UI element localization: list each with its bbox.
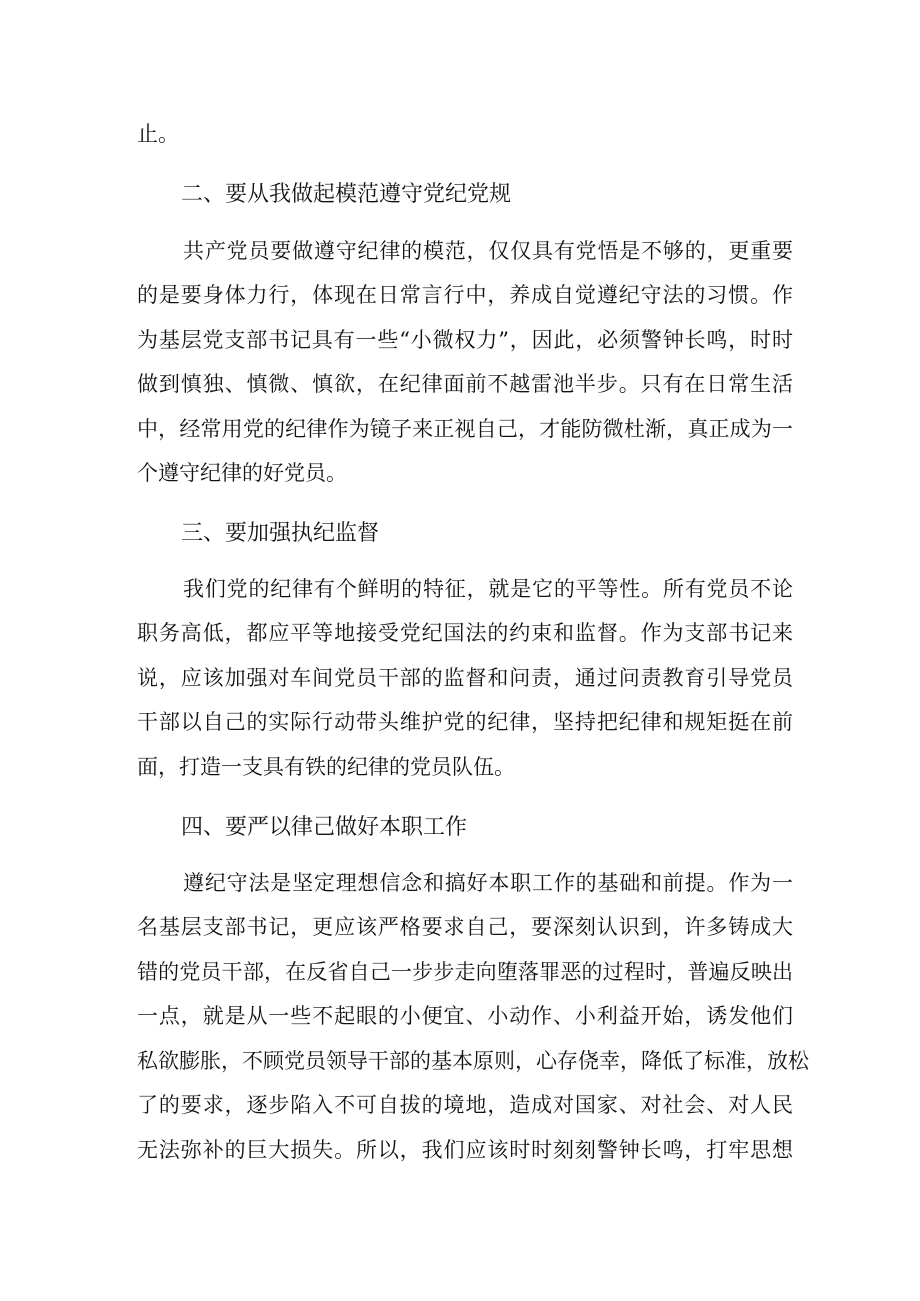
paragraph-line: 面，打造一支具有铁的纪律的党员队伍。 xyxy=(137,755,515,779)
section-heading-2: 二、要从我做起模范遵守党纪党规 xyxy=(181,182,512,207)
paragraph-line: 错的党员干部，在反省自己一步步走向堕落罪恶的过程时，普遍反映出 xyxy=(137,960,793,984)
paragraph-line: 共产党员要做遵守纪律的模范，仅仅具有党悟是不够的，更重要 xyxy=(183,239,793,263)
paragraph-line: 名基层支部书记，更应该严格要求自己，要深刻认识到，许多铸成大 xyxy=(137,915,793,939)
paragraph-line: 我们党的纪律有个鲜明的特征，就是它的平等性。所有党员不论 xyxy=(183,577,793,601)
paragraph-line: 无法弥补的巨大损失。所以，我们应该时时刻刻警钟长鸣，打牢思想 xyxy=(137,1138,793,1162)
section-heading-4: 四、要严以律己做好本职工作 xyxy=(181,815,468,840)
paragraph-line: 遵纪守法是坚定理想信念和搞好本职工作的基础和前提。作为一 xyxy=(183,871,793,895)
paragraph-line: 的是要身体力行，体现在日常言行中，养成自觉遵纪守法的习惯。作 xyxy=(137,283,793,307)
paragraph-line: 个遵守纪律的好党员。 xyxy=(137,461,347,485)
paragraph-line: 私欲膨胀，不顾党员领导干部的基本原则，心存侥幸，降低了标准，放松 xyxy=(137,1049,809,1073)
paragraph-line: 一点，就是从一些不起眼的小便宜、小动作、小利益开始，诱发他们 xyxy=(137,1004,793,1028)
paragraph-line: 为基层党支部书记具有一些“小微权力”，因此，必须警钟长鸣，时时 xyxy=(137,328,793,352)
paragraph-line: 职务高低，都应平等地接受党纪国法的约束和监督。作为支部书记来 xyxy=(137,621,793,645)
paragraph-line: 说，应该加强对车间党员干部的监督和问责，通过问责教育引导党员 xyxy=(137,666,793,690)
section-heading-3: 三、要加强执纪监督 xyxy=(181,521,380,546)
paragraph-line: 做到慎独、慎微、慎欲，在纪律面前不越雷池半步。只有在日常生活 xyxy=(137,372,793,396)
paragraph-line: 中，经常用党的纪律作为镜子来正视自己，才能防微杜渐，真正成为一 xyxy=(137,417,793,441)
paragraph-line: 干部以自己的实际行动带头维护党的纪律，坚持把纪律和规矩挺在前 xyxy=(137,710,793,734)
carryover-line: 止。 xyxy=(137,122,179,146)
paragraph-line: 了的要求，逐步陷入不可自拔的境地，造成对国家、对社会、对人民 xyxy=(137,1093,793,1117)
